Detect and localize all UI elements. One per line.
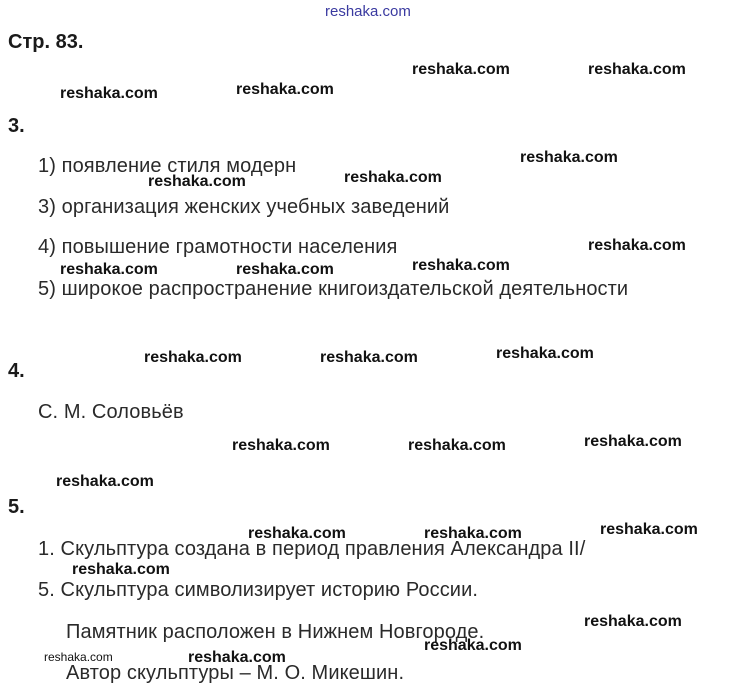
watermark: reshaka.com [72, 561, 170, 578]
watermark: reshaka.com [344, 169, 442, 186]
section-5-line-4: Автор скульптуры – М. О. Микешин. [66, 662, 405, 684]
section-5-line-3: Памятник расположен в Нижнем Новгороде. [66, 621, 485, 643]
section-3-line-4: 5) широкое распространение книгоиздательской деятельности [38, 278, 629, 300]
watermark: reshaka.com [44, 650, 113, 664]
watermark: reshaka.com [148, 173, 246, 190]
page-heading: Стр. 83. [8, 31, 84, 53]
section-3-line-1: 1) появление стиля модерн [38, 155, 297, 177]
watermark: reshaka.com [496, 345, 594, 362]
watermark: reshaka.com [520, 149, 618, 166]
watermark: reshaka.com [60, 85, 158, 102]
section-3-line-3: 4) повышение грамотности населения [38, 236, 398, 258]
watermark: reshaka.com [424, 525, 522, 542]
watermark: reshaka.com [412, 257, 510, 274]
watermark: reshaka.com [600, 521, 698, 538]
watermark: reshaka.com [588, 61, 686, 78]
watermark: reshaka.com [236, 81, 334, 98]
section-5-number: 5. [8, 496, 25, 518]
watermark: reshaka.com [320, 349, 418, 366]
watermark: reshaka.com [232, 437, 330, 454]
watermark: reshaka.com [588, 237, 686, 254]
watermark: reshaka.com [584, 613, 682, 630]
watermark: reshaka.com [56, 473, 154, 490]
section-4-number: 4. [8, 360, 25, 382]
section-3-line-2: 3) организация женских учебных заведений [38, 196, 450, 218]
watermark: reshaka.com [412, 61, 510, 78]
watermark: reshaka.com [408, 437, 506, 454]
watermark: reshaka.com [60, 261, 158, 278]
section-5-line-2: 5. Скульптура символизирует историю России. [38, 579, 479, 601]
watermark: reshaka.com [248, 525, 346, 542]
watermark: reshaka.com [424, 637, 522, 654]
watermark: reshaka.com [584, 433, 682, 450]
section-3-number: 3. [8, 115, 25, 137]
watermark: reshaka.com [144, 349, 242, 366]
watermark-top: reshaka.com [325, 3, 411, 20]
section-5-line-1: 1. Скульптура создана в период правления Александра II/ [38, 538, 586, 560]
section-4-line-1: С. М. Соловьёв [38, 401, 184, 423]
watermark: reshaka.com [236, 261, 334, 278]
watermark: reshaka.com [188, 649, 286, 666]
